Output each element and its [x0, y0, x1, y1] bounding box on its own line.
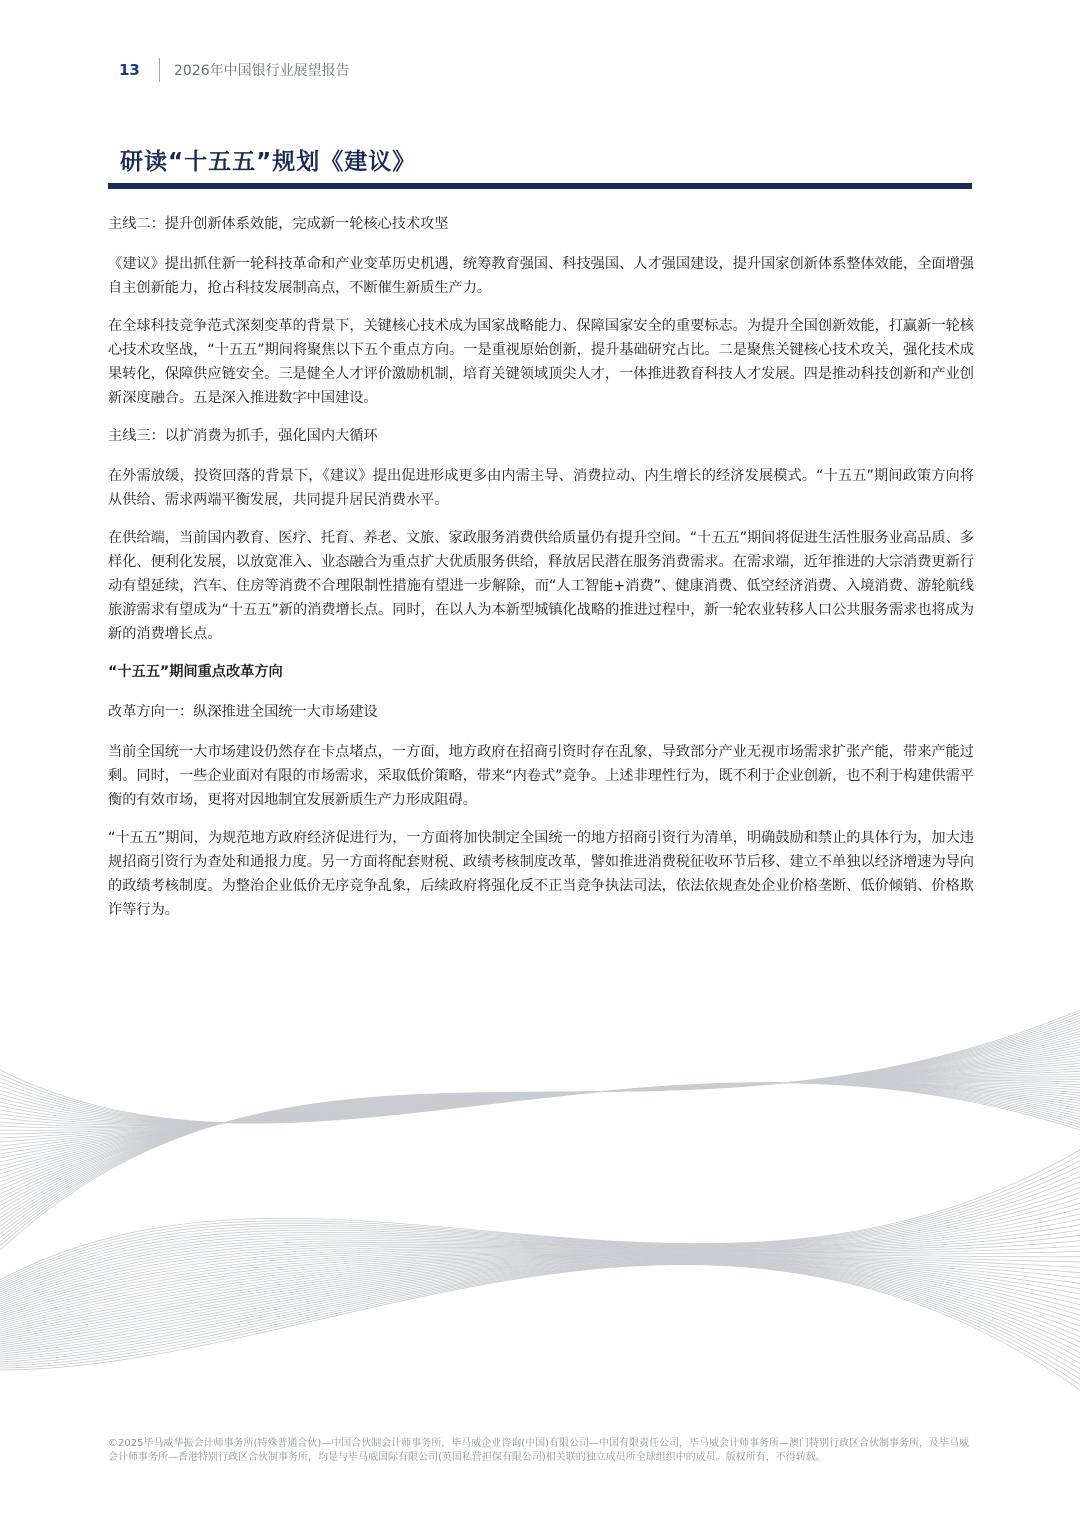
- paragraph: 在供给端，当前国内教育、医疗、托育、养老、文旅、家政服务消费供给质量仍有提升空间。“十五五”期间将促进生活性服务业高品质、多样化、便利化发展，以放宽准入、业态融合为重点扩大优质服务供给，释放居民潜在服务消费需求。在需求端，近年推进的大宗消费更新行动有望延续，汽车、住房等消费不合理限制性措施有望进一步解除，而“人工智能+消费”、健康消费、低空经济消费、入境消费、游轮航线旅游需求有望成为“十五五”新的消费增长点。同时，在以人为本新型城镇化战略的推进过程中，新一轮农业转移人口公共服务需求也将成为新的消费增长点。: [108, 530, 974, 642]
- body-content: [108, 212, 974, 936]
- page-header: [119, 56, 350, 84]
- wave-line: [0, 1263, 1080, 1374]
- wave-line: [0, 1262, 1080, 1358]
- copyright-footer: ©2025毕马威华振会计师事务所(特殊普通合伙)—中国合伙制会计师事务所，毕马威企业咨询(中国)有限公司—中国有限责任公司，毕马威会计师事务所—澳门特别行政区合伙制事务所，及毕马威会计师事务所—香港特别行政区合伙制事务所，均是与毕马威国际有限公司(英国私营担保有限公司)相关联的独立成员所全球组织中的成员。版权所有，不得转载。: [108, 1438, 970, 1463]
- paragraph: “十五五”期间，为规范地方政府经济促进行为，一方面将加快制定全国统一的地方招商引资行为清单，明确鼓励和禁止的具体行为，加大违规招商引资行为查处和通报力度。另一方面将配套财税、政绩考核制度改革，譬如推进消费税征收环节后移、建立不单独以经济增速为导向的政绩考核制度。为整治企业低价无序竞争乱象，后续政府将强化反不正当竞争执法司法，依法依规查处企业价格垄断、低价倾销、价格欺诈等行为。: [108, 830, 974, 918]
- subheading-reform-directions: “十五五”期间重点改革方向: [108, 664, 283, 680]
- paragraph: 当前全国统一大市场建设仍然存在卡点堵点，一方面，地方政府在招商引资时存在乱象，导致部分产业无视市场需求扩张产能，带来产能过剩。同时，一些企业面对有限的市场需求，采取低价策略，带来“内卷式”竞争。上述非理性行为，既不利于企业创新，也不利于构建供需平衡的有效市场，更将对因地制宜发展新质生产力形成阻碍。: [108, 744, 974, 808]
- subheading-mainline-two: 主线二：提升创新体系效能，完成新一轮核心技术攻坚: [108, 216, 449, 232]
- section-title: 研读“十五五”规划《建议》: [120, 149, 417, 175]
- paragraph: 在外需放缓，投资回落的背景下，《建议》提出促进形成更多由内需主导、消费拉动、内生增长的经济发展模式。“十五五”期间政策方向将从供给、需求两端平衡发展，共同提升居民消费水平。: [108, 468, 974, 508]
- page-number: 13: [119, 61, 140, 79]
- document-title: 2026年中国银行业展望报告: [174, 63, 350, 79]
- decorative-wave-pattern: [0, 950, 1080, 1470]
- subheading-mainline-three: 主线三：以扩消费为抓手，强化国内大循环: [108, 428, 378, 444]
- paragraph: 《建议》提出抓住新一轮科技革命和产业变革历史机遇，统筹教育强国、科技强国、人才强国建设，提升国家创新体系整体效能，全面增强自主创新能力，抢占科技发展制高点，不断催生新质生产力。: [108, 256, 974, 296]
- header-divider: [159, 58, 160, 82]
- wave-line: [0, 1263, 1080, 1369]
- paragraph: 在全球科技竞争范式深刻变革的背景下，关键核心技术成为国家战略能力、保障国家安全的重要标志。为提升全国创新效能，打赢新一轮核心技术攻坚战，“十五五”期间将聚焦以下五个重点方向。一是重视原始创新，提升基础研究占比。二是聚焦关键核心技术攻关，强化技术成果转化，保障供应链安全。三是健全人才评价激励机制，培育关键领域顶尖人才，一体推进教育科技人才发展。四是推动科技创新和产业创新深度融合。五是深入推进数字中国建设。: [108, 318, 974, 406]
- wave-line: [0, 1083, 1080, 1123]
- title-underline-rule: [108, 183, 972, 189]
- subheading-reform-one: 改革方向一：纵深推进全国统一大市场建设: [108, 704, 378, 720]
- wave-line: [0, 1264, 1080, 1385]
- wave-line: [0, 1260, 1080, 1352]
